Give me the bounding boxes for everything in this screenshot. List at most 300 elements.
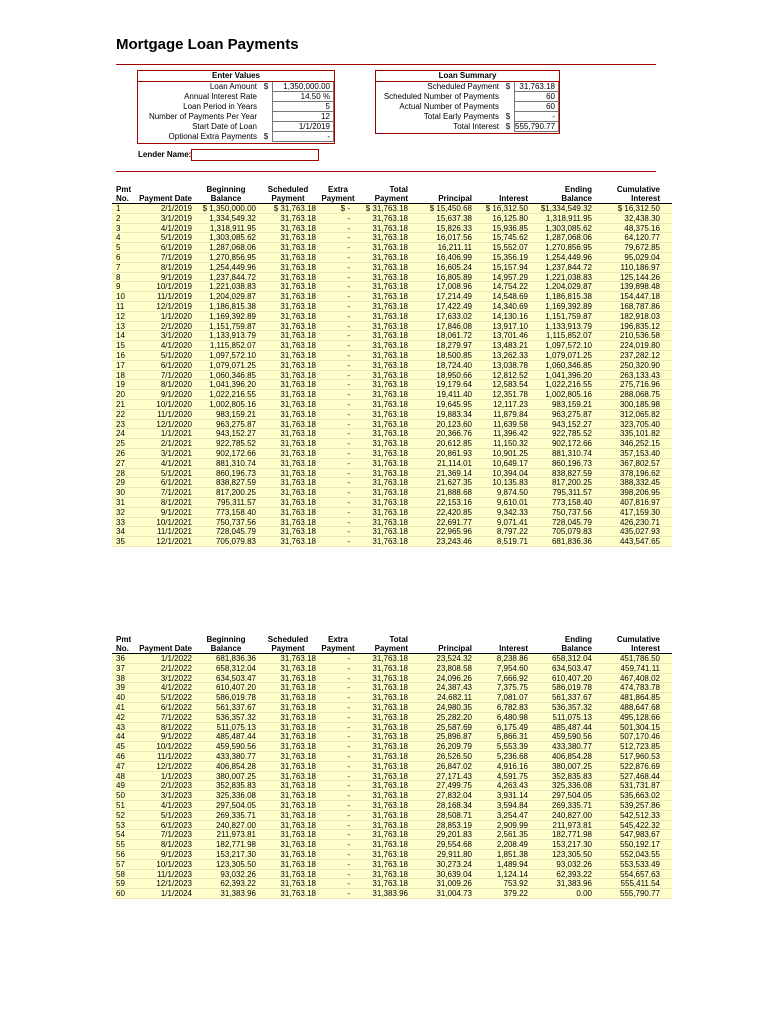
cell-beginning-balance: 1,318,911.95	[209, 223, 256, 233]
cell-principal: 19,179.64	[436, 380, 472, 390]
cell-scheduled-payment: 31,763.18	[280, 409, 316, 419]
enter-values-value-cell[interactable]	[260, 92, 334, 102]
cell-total-payment: 31,763.18	[372, 859, 408, 869]
cell-pmt-no: 34	[116, 527, 125, 537]
cell-ending-balance: 297,504.05	[551, 791, 592, 801]
cell-beginning-balance: 211,973.81	[216, 830, 256, 840]
cell-payment-date: 12/1/2022	[156, 761, 192, 771]
cell-cumulative-interest: 417,159.30	[619, 507, 660, 517]
cell-principal: 15,826.33	[436, 223, 472, 233]
cell-pmt-no: 32	[116, 507, 125, 517]
loan-summary-row	[376, 102, 559, 112]
cell-pmt-no: 9	[116, 282, 121, 292]
cell-pmt-no: 12	[116, 311, 125, 321]
table-row	[112, 243, 672, 253]
cell-ending-balance: 750,737.56	[551, 507, 592, 517]
table-row	[112, 263, 672, 273]
cell-cumulative-interest: 467,408.02	[619, 673, 660, 683]
cell-beginning-balance: 1,221,038.83	[209, 282, 256, 292]
cell-payment-date: 11/1/2022	[157, 751, 192, 761]
cell-beginning-balance: 773,158.40	[215, 507, 256, 517]
cell-payment-date: 2/1/2022	[160, 663, 192, 673]
cell-payment-date: 6/1/2019	[160, 243, 192, 253]
cell-ending-balance: 610,407.20	[551, 673, 592, 683]
cell-payment-date: 9/1/2019	[160, 272, 192, 282]
cell-ending-balance: 1,060,346.85	[545, 360, 592, 370]
cell-scheduled-payment: 31,763.18	[280, 262, 316, 272]
cell-scheduled-payment: 31,763.18	[280, 722, 316, 732]
cell-total-payment: 31,763.18	[372, 840, 408, 850]
cell-cumulative-interest: 378,196.62	[619, 468, 660, 478]
cell-total-payment: 31,763.18	[372, 527, 408, 537]
cell-beginning-balance: 1,169,392.89	[209, 311, 256, 321]
loan-summary-value-cell	[502, 122, 559, 132]
cell-cumulative-interest: 263,133.43	[619, 370, 660, 380]
cell-principal: 27,499.75	[436, 781, 472, 791]
currency-symbol	[502, 102, 514, 112]
cell-interest: 5,236.68	[496, 751, 528, 761]
cell-interest: 6,480.98	[496, 712, 528, 722]
cell-total-payment: 31,763.18	[372, 673, 408, 683]
cell-principal: $ 15,450.68	[429, 204, 472, 213]
cell-interest: 12,351.78	[492, 390, 528, 400]
table-row	[112, 674, 672, 684]
cell-payment-date: 12/1/2021	[156, 537, 192, 547]
cell-pmt-no: 24	[116, 429, 125, 439]
loan-summary-header: Loan Summary	[376, 71, 559, 82]
cell-cumulative-interest: 168,787.86	[619, 301, 660, 311]
cell-interest: 10,394.04	[492, 468, 528, 478]
cell-scheduled-payment: 31,763.18	[280, 233, 316, 243]
cell-extra-payment: -	[347, 820, 350, 830]
column-header-line	[476, 185, 528, 194]
column-header-line: Payment	[321, 644, 355, 653]
cell-pmt-no: 15	[116, 341, 125, 351]
cell-extra-payment: -	[347, 859, 350, 869]
cell-interest: 13,917.10	[492, 321, 528, 331]
loan-summary-label: Scheduled Payment	[427, 82, 499, 91]
cell-payment-date: 5/1/2019	[160, 233, 192, 243]
enter-values-value[interactable]: 14.50 %	[272, 92, 334, 102]
enter-values-value[interactable]: 1,350,000.00	[272, 82, 334, 92]
cell-ending-balance: 1,002,805.16	[545, 390, 592, 400]
cell-total-payment: 31,763.18	[372, 869, 408, 879]
cell-total-payment: 31,763.18	[372, 331, 408, 341]
column-header-line: Principal	[438, 194, 472, 203]
cell-cumulative-interest: 555,411.54	[620, 879, 660, 889]
cell-total-payment: 31,763.18	[372, 252, 408, 262]
table-row	[112, 302, 672, 312]
cell-extra-payment: -	[347, 761, 350, 771]
column-header-line: Pmt	[116, 635, 132, 644]
cell-beginning-balance: 325,336.08	[215, 791, 256, 801]
cell-cumulative-interest: 542,512.33	[619, 810, 660, 820]
cell-total-payment: 31,763.18	[372, 360, 408, 370]
cell-ending-balance: 922,785.52	[551, 429, 592, 439]
cell-ending-balance: 1,022,216.55	[545, 380, 592, 390]
cell-scheduled-payment: 31,763.18	[280, 370, 316, 380]
table-row	[112, 459, 672, 469]
cell-scheduled-payment: 31,763.18	[280, 419, 316, 429]
cell-interest: 12,812.52	[492, 370, 528, 380]
cell-payment-date: 11/1/2020	[157, 409, 192, 419]
cell-cumulative-interest: 501,304.15	[619, 722, 660, 732]
cell-total-payment: 31,763.18	[372, 429, 408, 439]
cell-principal: 20,612.85	[436, 439, 472, 449]
cell-ending-balance: 983,159.21	[551, 399, 592, 409]
column-header-line: Interest	[499, 194, 528, 203]
cell-principal: 19,411.40	[437, 390, 472, 400]
cell-pmt-no: 10	[116, 292, 125, 302]
cell-extra-payment: -	[347, 321, 350, 331]
enter-values-row	[138, 82, 334, 92]
lender-name-input[interactable]	[191, 149, 319, 161]
column-header-extra-payment	[320, 185, 356, 203]
cell-ending-balance: 1,079,071.25	[545, 350, 592, 360]
cell-interest: 9,071.41	[496, 517, 528, 527]
column-header-line: Cumulative	[616, 635, 660, 644]
cell-principal: 16,406.99	[436, 252, 472, 262]
cell-cumulative-interest: 357,153.40	[619, 448, 660, 458]
cell-payment-date: 6/1/2022	[160, 702, 192, 712]
cell-interest: 13,701.46	[492, 331, 528, 341]
cell-pmt-no: 33	[116, 517, 125, 527]
cell-payment-date: 8/1/2021	[160, 497, 192, 507]
cell-beginning-balance: 485,487.44	[215, 732, 256, 742]
cell-payment-date: 8/1/2022	[160, 722, 192, 732]
cell-interest: 7,666.92	[496, 673, 528, 683]
cell-total-payment: 31,763.18	[372, 879, 408, 889]
enter-values-value-cell[interactable]	[260, 102, 334, 112]
cell-scheduled-payment: 31,763.18	[280, 810, 316, 820]
table-row	[112, 508, 672, 518]
cell-ending-balance: 658,312.04	[551, 654, 592, 663]
cell-total-payment: 31,763.18	[372, 488, 408, 498]
cell-interest: 7,954.60	[496, 663, 528, 673]
cell-principal: 18,061.72	[436, 331, 472, 341]
cell-beginning-balance: 705,079.83	[215, 537, 256, 547]
cell-interest: 15,552.07	[492, 243, 528, 253]
cell-payment-date: 3/1/2019	[160, 213, 192, 223]
cell-beginning-balance: 1,151,759.87	[209, 321, 256, 331]
cell-interest: 13,483.21	[492, 341, 528, 351]
table-row	[112, 273, 672, 283]
table-row	[112, 654, 672, 664]
loan-summary-panel	[375, 70, 560, 134]
cell-scheduled-payment: 31,763.18	[280, 702, 316, 712]
cell-pmt-no: 57	[116, 859, 125, 869]
cell-beginning-balance: 1,133,913.79	[209, 331, 256, 341]
cell-extra-payment: $ -	[340, 204, 350, 213]
cell-ending-balance: 773,158.40	[551, 497, 592, 507]
cell-total-payment: 31,763.18	[372, 223, 408, 233]
table-row	[112, 361, 672, 371]
cell-cumulative-interest: 323,705.40	[619, 419, 660, 429]
table-row	[112, 870, 672, 880]
cell-principal: 16,211.11	[437, 243, 472, 253]
column-header-line: Scheduled	[267, 185, 309, 194]
cell-cumulative-interest: 550,192.17	[619, 840, 660, 850]
cell-cumulative-interest: 443,547.65	[619, 537, 660, 547]
cell-total-payment: 31,763.18	[372, 321, 408, 331]
cell-payment-date: 11/1/2019	[157, 292, 192, 302]
cell-beginning-balance: 881,310.74	[215, 458, 256, 468]
column-header-payment-date	[136, 185, 196, 203]
cell-principal: 20,123.60	[436, 419, 472, 429]
cell-extra-payment: -	[347, 488, 350, 498]
cell-scheduled-payment: 31,763.18	[280, 761, 316, 771]
cell-scheduled-payment: 31,763.18	[280, 683, 316, 693]
cell-cumulative-interest: 64,120.77	[624, 233, 660, 243]
cell-scheduled-payment: 31,763.18	[280, 243, 316, 253]
cell-payment-date: 4/1/2023	[160, 800, 192, 810]
cell-interest: 3,931.14	[496, 791, 528, 801]
table-row	[112, 518, 672, 528]
cell-ending-balance: 406,854.28	[551, 751, 592, 761]
cell-principal: 21,369.14	[436, 468, 472, 478]
cell-cumulative-interest: 554,657.63	[619, 869, 660, 879]
cell-payment-date: 4/1/2021	[160, 458, 192, 468]
cell-ending-balance: 211,973.81	[552, 820, 592, 830]
column-header-extra-payment	[320, 635, 356, 653]
loan-summary-value-cell	[502, 82, 559, 92]
cell-principal: 16,017.56	[436, 233, 472, 243]
enter-values-value[interactable]: 5	[272, 102, 334, 112]
cell-interest: 4,591.75	[496, 771, 528, 781]
cell-beginning-balance: 1,303,085.62	[209, 233, 256, 243]
cell-scheduled-payment: 31,763.18	[280, 399, 316, 409]
cell-cumulative-interest: 522,876.69	[619, 761, 660, 771]
cell-extra-payment: -	[347, 693, 350, 703]
cell-payment-date: 3/1/2021	[160, 448, 192, 458]
cell-pmt-no: 40	[116, 693, 125, 703]
cell-total-payment: 31,763.18	[372, 693, 408, 703]
column-header-line: No.	[116, 644, 129, 653]
cell-beginning-balance: 297,504.05	[215, 800, 256, 810]
cell-ending-balance: 536,357.32	[551, 702, 592, 712]
cell-payment-date: 7/1/2021	[160, 488, 192, 498]
cell-scheduled-payment: 31,763.18	[280, 517, 316, 527]
cell-total-payment: 31,763.18	[372, 712, 408, 722]
cell-cumulative-interest: 507,170.46	[619, 732, 660, 742]
cell-interest: 15,157.94	[492, 262, 528, 272]
cell-pmt-no: 11	[116, 301, 125, 311]
cell-ending-balance: 681,836.36	[551, 537, 592, 547]
cell-payment-date: 1/1/2024	[160, 889, 192, 899]
cell-principal: 18,950.66	[436, 370, 472, 380]
cell-pmt-no: 25	[116, 439, 125, 449]
cell-ending-balance: 380,007.25	[551, 761, 592, 771]
column-header-interest	[476, 635, 532, 653]
enter-values-label: Start Date of Loan	[192, 122, 257, 131]
table-row	[112, 253, 672, 263]
table-row	[112, 850, 672, 860]
cell-extra-payment: -	[347, 262, 350, 272]
cell-cumulative-interest: 335,101.82	[619, 429, 660, 439]
column-header-line	[356, 176, 408, 185]
table-row	[112, 204, 672, 214]
cell-extra-payment: -	[347, 702, 350, 712]
column-header-total-payment	[356, 626, 412, 653]
enter-values-value[interactable]: 1/1/2019	[272, 122, 334, 132]
table-row	[112, 537, 672, 547]
cell-total-payment: 31,763.18	[372, 419, 408, 429]
cell-extra-payment: -	[347, 458, 350, 468]
cell-pmt-no: 38	[116, 673, 125, 683]
cell-cumulative-interest: 459,741.11	[620, 663, 660, 673]
table-row	[112, 664, 672, 674]
enter-values-value-cell[interactable]	[260, 132, 334, 142]
cell-scheduled-payment: 31,763.18	[280, 849, 316, 859]
cell-total-payment: 31,763.18	[372, 497, 408, 507]
schedule-header	[112, 633, 672, 654]
enter-values-value[interactable]: -	[272, 132, 334, 142]
cell-pmt-no: 22	[116, 409, 125, 419]
cell-beginning-balance: 1,022,216.55	[209, 390, 256, 400]
cell-scheduled-payment: 31,763.18	[280, 458, 316, 468]
cell-total-payment: 31,763.18	[372, 683, 408, 693]
cell-extra-payment: -	[347, 370, 350, 380]
cell-cumulative-interest: 182,918.03	[619, 311, 660, 321]
cell-beginning-balance: 1,097,572.10	[209, 350, 256, 360]
cell-beginning-balance: 433,380.77	[215, 751, 256, 761]
cell-pmt-no: 7	[116, 262, 121, 272]
cell-pmt-no: 20	[116, 390, 125, 400]
cell-interest: 11,639.58	[493, 419, 528, 429]
cell-interest: 13,262.33	[492, 350, 528, 360]
cell-principal: 26,847.02	[436, 761, 472, 771]
cell-principal: 29,201.83	[436, 830, 472, 840]
cell-principal: 21,888.68	[436, 488, 472, 498]
cell-total-payment: 31,763.18	[372, 301, 408, 311]
cell-beginning-balance: 681,836.36	[215, 654, 256, 663]
cell-pmt-no: 31	[116, 497, 125, 507]
cell-scheduled-payment: 31,763.18	[280, 439, 316, 449]
cell-payment-date: 11/1/2023	[157, 869, 192, 879]
cell-ending-balance: 817,200.25	[551, 478, 592, 488]
cell-extra-payment: -	[347, 889, 350, 899]
column-header-beginning-balance	[196, 185, 260, 203]
cell-principal: 19,883.34	[436, 409, 472, 419]
cell-pmt-no: 45	[116, 742, 125, 752]
cell-total-payment: 31,383.96	[372, 889, 408, 899]
table-row	[112, 380, 672, 390]
column-header-line: Ending	[564, 185, 592, 194]
cell-payment-date: 5/1/2020	[160, 350, 192, 360]
cell-extra-payment: -	[347, 497, 350, 507]
loan-summary-row	[376, 82, 559, 92]
cell-beginning-balance: 1,060,346.85	[209, 370, 256, 380]
cell-beginning-balance: 1,115,852.07	[209, 341, 256, 351]
currency-symbol: $	[505, 82, 511, 91]
enter-values-value-cell[interactable]	[260, 122, 334, 132]
cell-beginning-balance: 1,254,449.96	[209, 262, 256, 272]
cell-ending-balance: 838,827.59	[551, 468, 592, 478]
table-row	[112, 781, 672, 791]
cell-total-payment: 31,763.18	[372, 820, 408, 830]
cell-pmt-no: 1	[116, 204, 121, 213]
cell-payment-date: 6/1/2020	[160, 360, 192, 370]
cell-cumulative-interest: 539,257.86	[619, 800, 660, 810]
cell-cumulative-interest: 367,802.57	[619, 458, 660, 468]
cell-payment-date: 1/1/2020	[160, 311, 192, 321]
table-row	[112, 762, 672, 772]
cell-beginning-balance: 1,002,805.16	[209, 399, 256, 409]
cell-cumulative-interest: $ 16,312.50	[617, 204, 660, 213]
cell-interest: 8,519.71	[496, 537, 528, 547]
cell-payment-date: 3/1/2023	[160, 791, 192, 801]
cell-pmt-no: 16	[116, 350, 125, 360]
cell-scheduled-payment: 31,763.18	[280, 869, 316, 879]
cell-beginning-balance: 586,019.78	[215, 693, 256, 703]
table-row	[112, 527, 672, 537]
cell-cumulative-interest: 426,230.71	[619, 517, 660, 527]
cell-beginning-balance: 1,041,396.20	[209, 380, 256, 390]
cell-scheduled-payment: 31,763.18	[280, 311, 316, 321]
cell-interest: 9,874.50	[496, 488, 528, 498]
cell-beginning-balance: 93,032.26	[220, 869, 256, 879]
payment-schedule-part-2	[112, 633, 672, 899]
top-divider	[116, 64, 656, 65]
cell-ending-balance: 1,237,844.72	[545, 262, 592, 272]
cell-payment-date: 1/1/2023	[160, 771, 192, 781]
cell-payment-date: 7/1/2020	[160, 370, 192, 380]
cell-beginning-balance: 610,407.20	[215, 683, 256, 693]
cell-ending-balance: $1,334,549.32	[540, 204, 592, 213]
cell-scheduled-payment: 31,763.18	[280, 751, 316, 761]
cell-extra-payment: -	[347, 478, 350, 488]
table-row	[112, 889, 672, 899]
cell-beginning-balance: 536,357.32	[215, 712, 256, 722]
cell-cumulative-interest: 224,019.80	[619, 341, 660, 351]
cell-cumulative-interest: 300,185.98	[619, 399, 660, 409]
cell-pmt-no: 55	[116, 840, 125, 850]
cell-interest: 11,396.42	[493, 429, 528, 439]
table-row	[112, 742, 672, 752]
cell-principal: 17,008.96	[436, 282, 472, 292]
enter-values-value-cell[interactable]	[260, 82, 334, 92]
table-row	[112, 498, 672, 508]
cell-payment-date: 2/1/2023	[160, 781, 192, 791]
table-row	[112, 390, 672, 400]
loan-summary-row	[376, 122, 559, 132]
column-header-interest	[476, 185, 532, 203]
enter-values-value[interactable]: 12	[272, 112, 334, 122]
cell-scheduled-payment: 31,763.18	[280, 272, 316, 282]
cell-payment-date: 10/1/2019	[156, 282, 192, 292]
column-header-pmt-no	[112, 635, 136, 653]
cell-extra-payment: -	[347, 350, 350, 360]
cell-payment-date: 1/1/2021	[160, 429, 192, 439]
cell-scheduled-payment: 31,763.18	[280, 840, 316, 850]
cell-interest: 12,117.23	[493, 399, 528, 409]
cell-total-payment: 31,763.18	[372, 243, 408, 253]
currency-symbol	[260, 102, 272, 112]
table-row	[112, 371, 672, 381]
cell-ending-balance: 1,254,449.96	[545, 252, 592, 262]
cell-principal: 22,965.96	[436, 527, 472, 537]
cell-extra-payment: -	[347, 223, 350, 233]
cell-beginning-balance: 795,311.57	[216, 497, 256, 507]
cell-ending-balance: 1,303,085.62	[545, 223, 592, 233]
table-row	[112, 791, 672, 801]
cell-pmt-no: 43	[116, 722, 125, 732]
enter-values-value-cell[interactable]	[260, 112, 334, 122]
cell-ending-balance: 1,221,038.83	[545, 272, 592, 282]
cell-extra-payment: -	[347, 712, 350, 722]
cell-ending-balance: 1,318,911.95	[545, 213, 592, 223]
table-row	[112, 732, 672, 742]
